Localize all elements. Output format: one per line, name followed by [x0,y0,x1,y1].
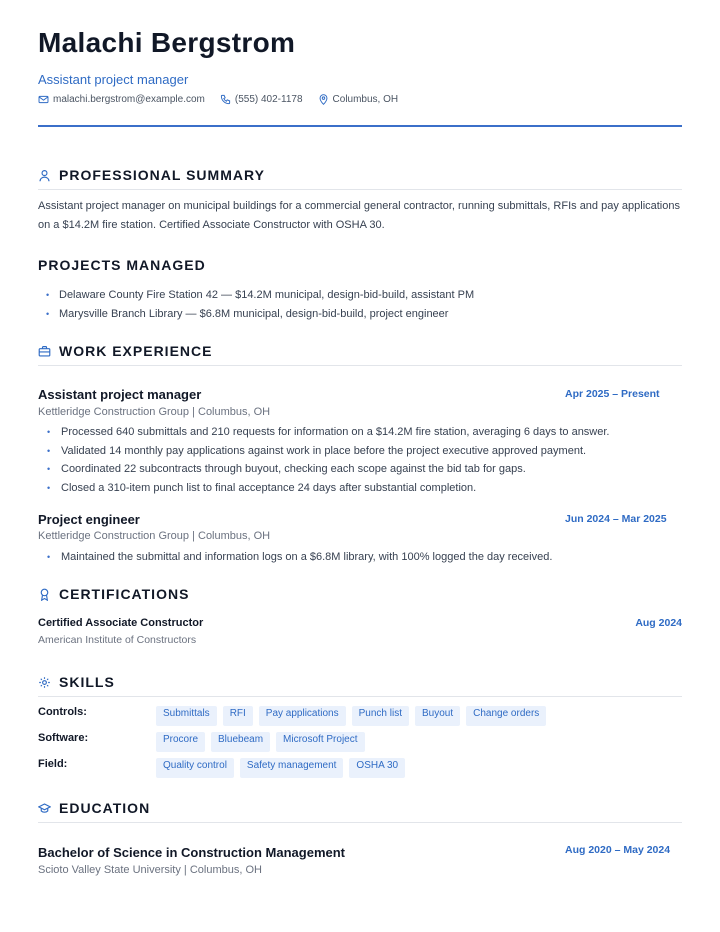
degree-title: Bachelor of Science in Construction Management [38,845,345,860]
skill-chip: Pay applications [259,706,346,726]
job-company: Kettleridge Construction Group | Columbus, OH [38,530,271,542]
summary-text: Assistant project manager on municipal buildings for a commercial general contractor, running submittals, RFIs and pay applications on a $14.2M fire station. Certified Associate Constructor with OSHA 30. [38,200,680,231]
skill-row-software [38,732,682,754]
skill-chip: RFI [223,706,253,726]
contact-location [318,94,399,105]
header-divider [38,125,682,127]
location-text: Columbus, OH [332,94,399,105]
bullet-dot: • [47,552,51,562]
list-item: • Delaware County Fire Station 42 — $14.2M municipal, design-bid-build, assistant PM [38,286,682,305]
list-item: • Maintained the submittal and information logs on a $6.8M library, with 100% logged the day received. [38,548,682,567]
skill-chip: Punch list [352,706,409,726]
skill-chips [156,732,371,752]
education-heading [38,800,150,816]
cert-title: Certified Associate Constructor [38,617,204,629]
school-name: Scioto Valley State University | Columbus, OH [38,864,262,876]
skill-chips [156,758,411,778]
contact-phone[interactable] [220,94,303,105]
location-pin-icon [318,94,329,105]
skill-chip: Buyout [415,706,460,726]
projects-list [38,286,682,323]
list-item: • Marysville Branch Library — $6.8M municipal, design-bid-build, project engineer [38,305,682,324]
list-item: • Closed a 310-item punch list to final acceptance 24 days after substantial completion. [38,479,682,498]
certifications-heading-text: CERTIFICATIONS [59,586,190,602]
bullet-dot: • [47,482,51,493]
education-date: Aug 2020 – May 2024 [565,844,671,856]
summary-divider [38,189,682,190]
list-item: • Processed 640 submittals and 210 requests for information on a $14.2M fire station, averaging 6 days to answer. [38,423,682,442]
education-heading-text: EDUCATION [59,800,151,816]
job-bullets [38,548,682,567]
list-item: • Coordinated 22 subcontracts through buyout, checking each scope against the bid tab for gaps. [38,460,682,479]
bullet-dot: • [47,445,51,456]
skill-chip: Change orders [466,706,546,726]
email-text: malachi.bergstrom@example.com [53,94,205,105]
summary-heading-text: PROFESSIONAL SUMMARY [59,167,265,183]
skill-chips [156,706,552,726]
skill-label: Field: [38,758,68,770]
bullet-dot: • [47,464,51,475]
phone-text: (555) 402-1178 [234,94,303,105]
bullet-dot: • [46,308,50,319]
cert-issuer: American Institute of Constructors [38,634,197,646]
candidate-name: Malachi Bergstrom [38,27,296,58]
mail-icon [38,94,49,105]
job-date: Apr 2025 – Present [565,388,660,400]
job-company: Kettleridge Construction Group | Columbus, OH [38,406,271,418]
job-title: Project engineer [38,512,140,527]
experience-heading [38,343,212,359]
skill-chip: Procore [156,732,205,752]
skill-chip: Bluebeam [211,732,270,752]
education-divider [38,822,682,823]
skill-chip: Safety management [240,758,344,778]
summary-heading [38,167,265,183]
skill-chip: Submittals [156,706,217,726]
candidate-title: Assistant project manager [38,72,189,87]
experience-divider [38,365,682,366]
job-bullets [38,423,682,497]
certifications-heading [38,586,189,602]
experience-heading-text: WORK EXPERIENCE [59,343,213,359]
gear-icon [38,676,51,689]
skill-row-field [38,758,682,780]
cert-date: Aug 2024 [635,617,682,629]
bullet-dot: • [46,290,50,300]
projects-heading-text: PROJECTS MANAGED [38,257,206,273]
skill-chip: Quality control [156,758,234,778]
skills-divider [38,696,682,697]
job-title: Assistant project manager [38,387,202,402]
briefcase-icon [38,345,51,358]
skill-chip: Microsoft Project [276,732,364,752]
list-item: • Validated 14 monthly pay applications against work in place before the project executive approved payment. [38,442,682,461]
phone-icon [220,94,231,105]
skills-heading [38,674,115,690]
contact-email[interactable] [38,94,205,105]
skill-label: Software: [38,732,89,744]
skill-label: Controls: [38,706,87,718]
skill-row-controls [38,706,682,728]
skills-heading-text: SKILLS [59,674,115,690]
bullet-dot: • [47,427,51,437]
projects-heading [38,257,206,273]
award-ribbon-icon [38,588,51,601]
contact-line [38,94,413,105]
job-date: Jun 2024 – Mar 2025 [565,513,667,525]
person-icon [38,169,51,182]
skill-chip: OSHA 30 [349,758,405,778]
graduation-cap-icon [38,802,51,815]
